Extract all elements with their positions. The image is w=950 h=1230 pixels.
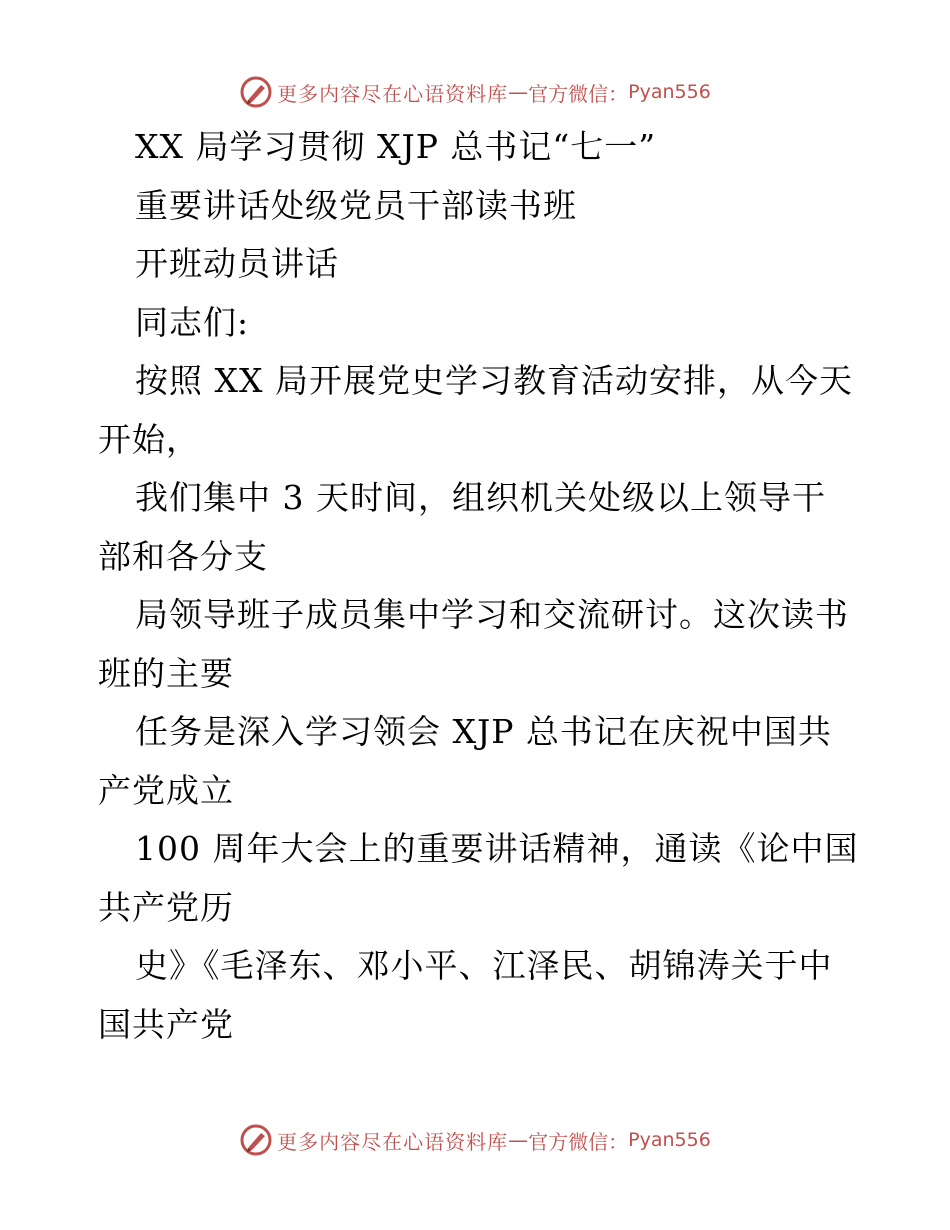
watermark-label: 官方微信： <box>528 1129 629 1154</box>
text-line: 班的主要 <box>98 653 234 693</box>
text-line: 我们集中 3 天时间，组织机关处级以上领导干 <box>135 478 826 517</box>
watermark-text: 更多内容尽在心语资料库 <box>277 1129 509 1154</box>
text-line: 史》《毛泽东、邓小平、江泽民、胡锦涛关于中 <box>135 946 833 985</box>
text-line: 100 周年大会上的重要讲话精神，通读《论中国 <box>135 829 859 868</box>
document-body <box>98 118 858 1054</box>
text-line: 产党成立 <box>98 770 234 810</box>
watermark-dash: — <box>508 1128 529 1152</box>
header-watermark <box>0 72 950 112</box>
text-line: 开班动员讲话 <box>135 244 339 283</box>
watermark-id: Pyan556 <box>628 1129 711 1151</box>
watermark-label: 官方微信： <box>528 81 629 106</box>
text-line: 同志们: <box>135 302 250 342</box>
pen-logo-icon <box>239 75 273 109</box>
footer-watermark <box>0 1120 950 1160</box>
pen-logo-icon <box>239 1123 273 1157</box>
text-line: 部和各分支 <box>98 536 268 576</box>
watermark-id: Pyan556 <box>628 81 711 103</box>
text-line: 国共产党 <box>98 1004 234 1044</box>
text-line: 按照 XX 局开展党史学习教育活动安排，从今天 <box>135 361 853 400</box>
text-line: 共产党历 <box>98 887 234 927</box>
text-line: 重要讲话处级党员干部读书班 <box>135 185 577 225</box>
text-line: 开始， <box>98 419 200 459</box>
watermark-dash: — <box>508 80 529 104</box>
text-line: 任务是深入学习领会 XJP 总书记在庆祝中国共 <box>135 712 832 751</box>
text-line: XX 局学习贯彻 XJP 总书记“七一” <box>135 127 657 166</box>
text-line: 局领导班子成员集中学习和交流研讨。这次读书 <box>135 595 849 634</box>
watermark-text: 更多内容尽在心语资料库 <box>277 81 509 106</box>
